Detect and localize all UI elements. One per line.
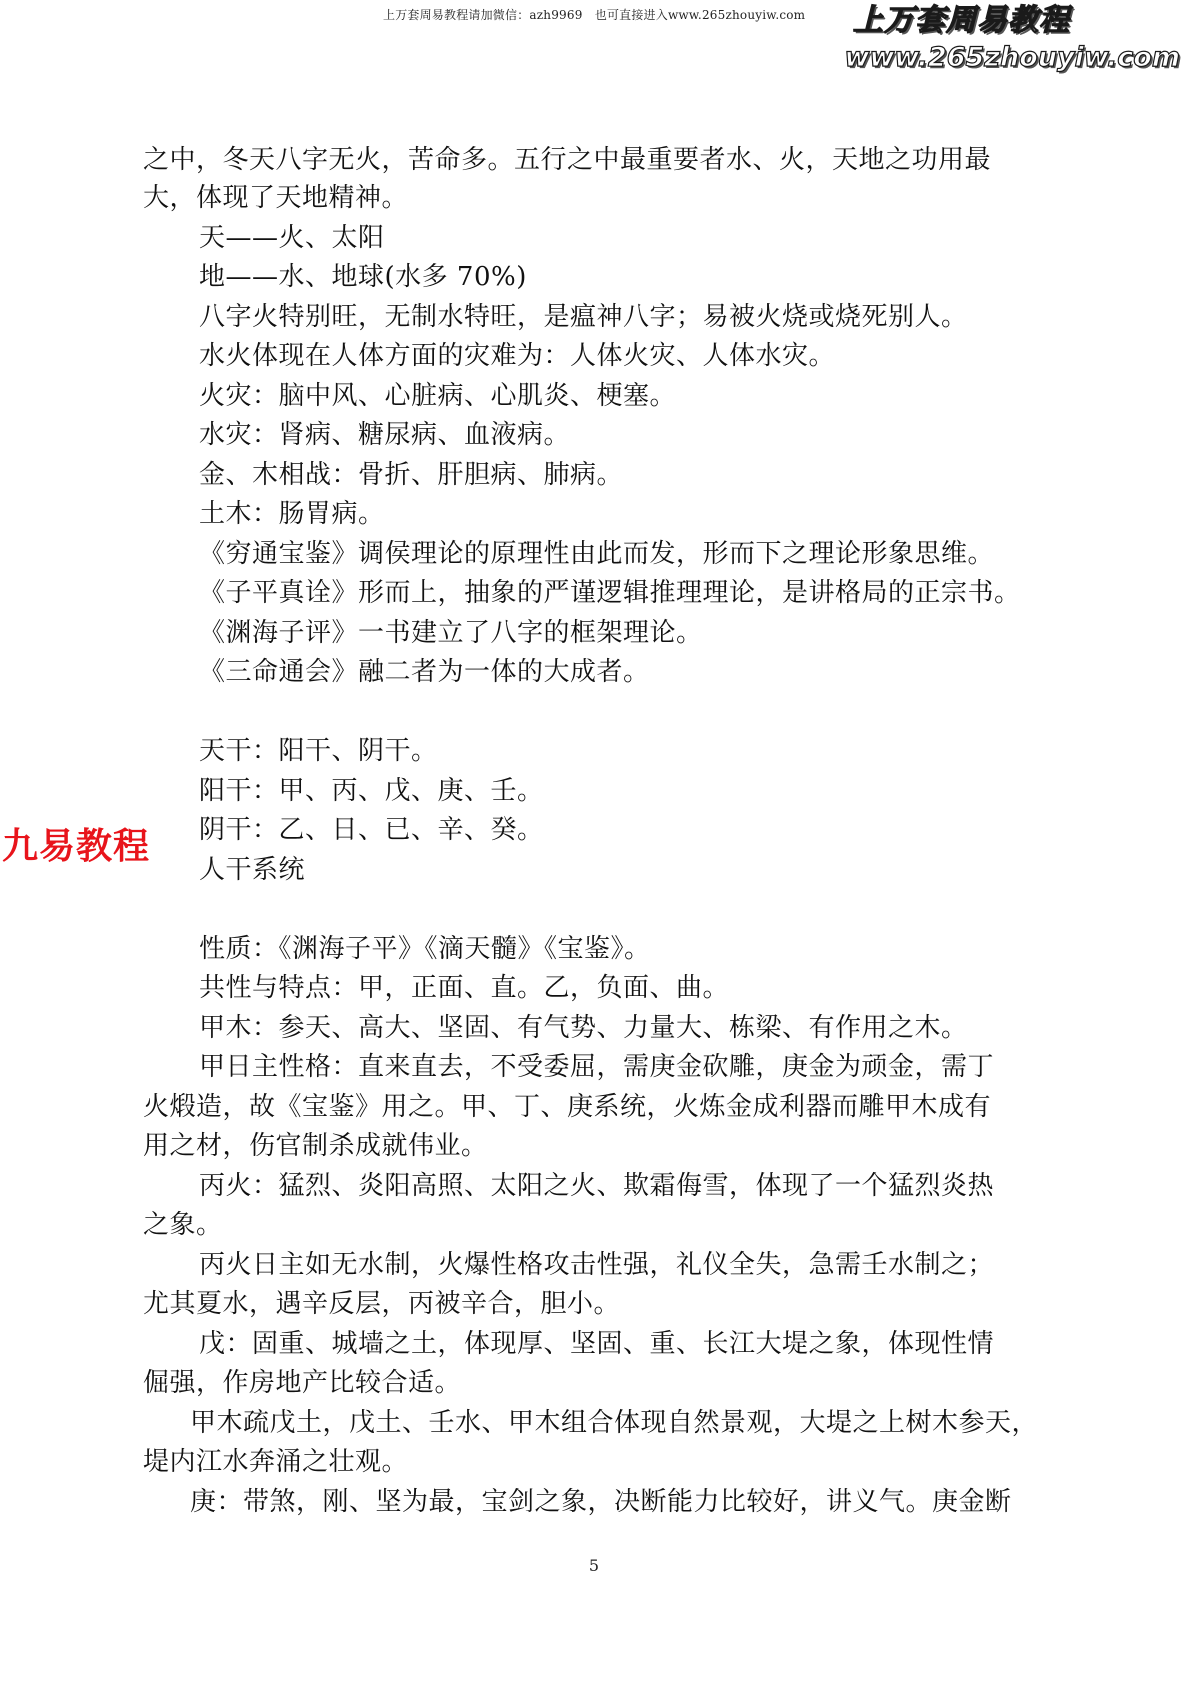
body-line: 倔强，作房地产比较合适。: [143, 1368, 462, 1398]
brand-url: www.265zhouyiw.com: [844, 42, 1180, 73]
page-number: 5: [588, 1556, 600, 1575]
body-line: 之象。: [143, 1210, 223, 1240]
page-header-note: 上万套周易教程请加微信：azh9969 也可直接进入www.265zhouyiw.com: [383, 8, 806, 22]
body-line: 土木：肠胃病。: [199, 499, 385, 529]
body-line: 水灾：肾病、糖尿病、血液病。: [199, 420, 571, 450]
body-line: 共性与特点：甲，正面、直。乙，负面、曲。: [199, 973, 730, 1003]
body-line: 《子平真诠》形而上，抽象的严谨逻辑推理理论，是讲格局的正宗书。: [199, 578, 1021, 608]
body-line: 《三命通会》融二者为一体的大成者。: [199, 657, 650, 687]
brand-title: 上万套周易教程: [853, 3, 1070, 38]
body-line: 水火体现在人体方面的灾难为：人体火灾、人体水灾。: [199, 341, 836, 371]
body-line: 甲木：参天、高大、坚固、有气势、力量大、栋梁、有作用之木。: [199, 1013, 968, 1043]
body-line: 甲日主性格：直来直去，不受委屈，需庚金砍雕，庚金为顽金，需丁: [199, 1052, 995, 1082]
body-line: 戊：固重、城墙之土，体现厚、坚固、重、长江大堤之象，体现性情: [199, 1329, 995, 1359]
body-line: 火煅造，故《宝鉴》用之。甲、丁、庚系统，火炼金成利器而雕甲木成有: [143, 1092, 992, 1122]
body-line: 之中，冬天八字无火，苦命多。五行之中最重要者水、火，天地之功用最: [143, 145, 992, 175]
body-line: 金、木相战：骨折、肝胆病、肺病。: [199, 460, 624, 490]
body-line: 天——火、太阳: [199, 223, 385, 253]
body-line: 甲木疏戊土，戊土、壬水、甲木组合体现自然景观，大堤之上树木参天，: [190, 1408, 1039, 1438]
body-line: 火灾：脑中风、心脏病、心肌炎、梗塞。: [199, 381, 677, 411]
body-line: 阴干：乙、日、已、辛、癸。: [199, 815, 544, 845]
body-line: 丙火日主如无水制，火爆性格攻击性强，礼仪全失，急需壬水制之；: [199, 1250, 995, 1280]
body-line: 性质：《渊海子平》《滴天髓》《宝鉴》。: [199, 934, 651, 964]
body-line: 人干系统: [199, 855, 306, 885]
brand-logo: [820, 4, 1180, 76]
body-line: 庚：带煞，刚、坚为最，宝剑之象，决断能力比较好，讲义气。庚金断: [190, 1487, 1012, 1517]
body-line: 《渊海子评》一书建立了八字的框架理论。: [199, 618, 703, 648]
side-watermark: 九易教程: [2, 826, 151, 867]
body-line: 堤内江水奔涌之壮观。: [143, 1447, 409, 1477]
body-line: 地——水、地球(水多 70%): [199, 262, 527, 292]
body-line: 用之材，伤官制杀成就伟业。: [143, 1131, 488, 1161]
body-line: 尤其夏水，遇辛反层，丙被辛合，胆小。: [143, 1289, 621, 1319]
body-line: 大，体现了天地精神。: [143, 183, 409, 213]
body-line: 《穷通宝鉴》调侯理论的原理性由此而发，形而下之理论形象思维。: [199, 539, 995, 569]
body-line: 阳干：甲、丙、戊、庚、壬。: [199, 776, 544, 806]
body-line: 八字火特别旺，无制水特旺，是瘟神八字；易被火烧或烧死别人。: [199, 302, 968, 332]
body-line: 丙火：猛烈、炎阳高照、太阳之火、欺霜侮雪，体现了一个猛烈炎热: [199, 1171, 995, 1201]
body-line: 天干：阳干、阴干。: [199, 736, 438, 766]
